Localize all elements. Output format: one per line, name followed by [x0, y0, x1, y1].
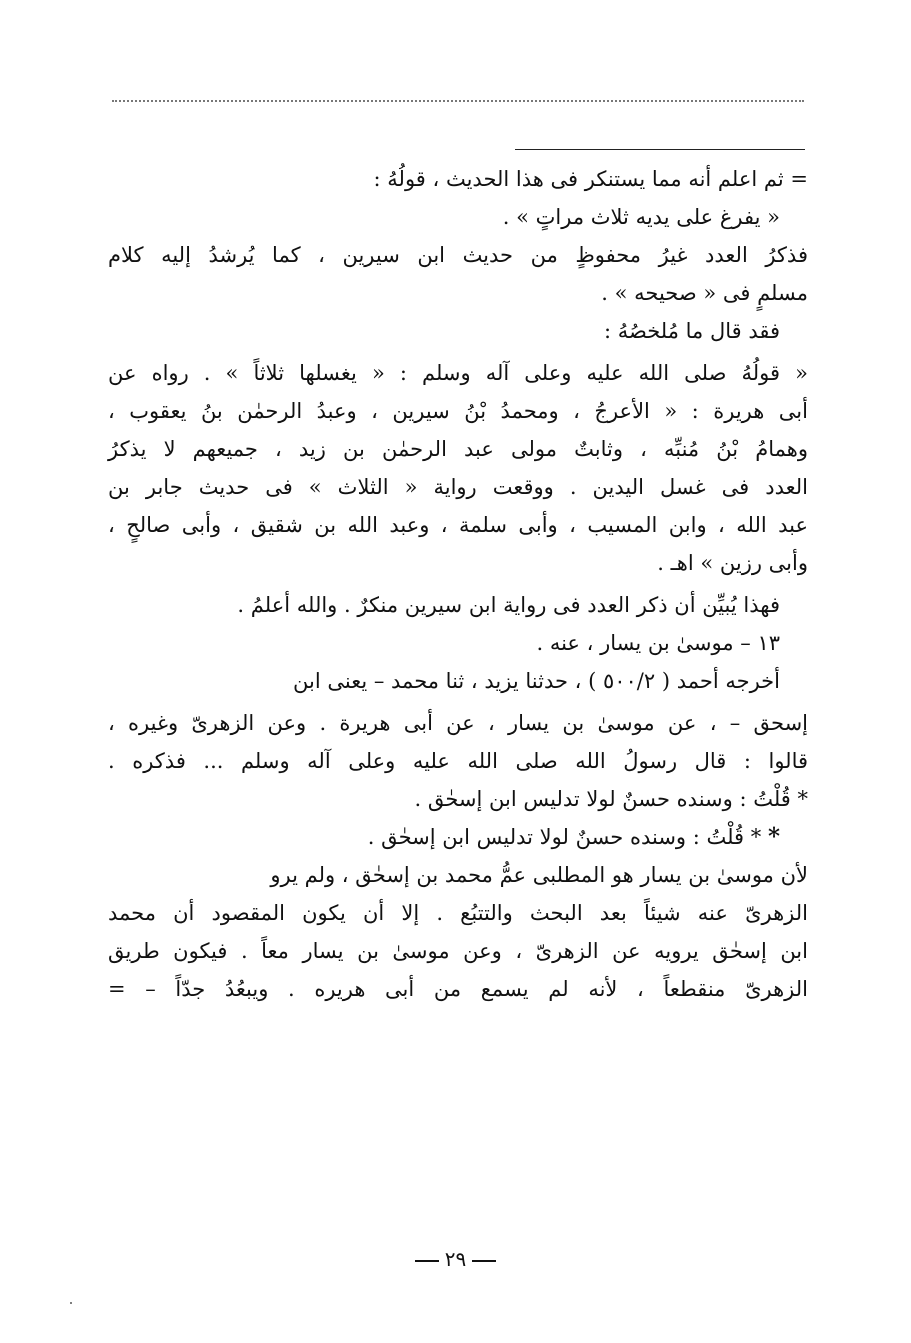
text-line-9: العدد فى غسل اليدين . ووقعت رواية « الثلاث » فى حديث جابر بن	[108, 475, 808, 499]
scan-speck	[70, 1302, 72, 1304]
text-line-4: مسلمٍ فى « صحيحه » .	[601, 281, 808, 305]
qult-text: * قُلْتُ : وسنده حسنٌ لولا تدليس ابن إسحٰق .	[367, 825, 762, 849]
page-number	[0, 1247, 911, 1271]
text-line-17: * قُلْتُ : وسنده حسنٌ لولا تدليس ابن إسحٰق .	[414, 787, 808, 811]
text-line-8: وهمامُ بْنُ مُنبِّه ، وثابتٌ مولى عبد الرحمٰن بن زيد ، جميعهم لا يذكرُ	[108, 437, 808, 461]
text-line-14: أخرجه أحمد ( ٥٠٠/٢ ) ، حدثنا يزيد ، ثنا محمد – يعنى ابن	[293, 669, 780, 693]
folio-dash-left	[415, 1260, 439, 1262]
footnote-text	[108, 160, 808, 1008]
header-dotted-rule	[112, 100, 804, 102]
text-line-5: فقد قال ما مُلخصُهُ :	[603, 319, 780, 343]
text-line-7: أبى هريرة : « الأعرجُ ، ومحمدُ بْنُ سيرين ، وعبدُ الرحمٰن بنُ يعقوب ،	[108, 399, 808, 423]
text-line-15: إسحق – ، عن موسىٰ بن يسار ، عن أبى هريرة . وعن الزهرىّ وغيره ،	[108, 711, 808, 735]
footnote-separator-rule	[515, 149, 805, 150]
text-line-11: وأبى رزين » اهـ .	[657, 551, 808, 575]
text-line-19: لأن موسىٰ بن يسار هو المطلبى عمُّ محمد بن إسحٰق ، ولم يرو	[270, 863, 808, 887]
text-line-3: فذكرُ العدد غيرُ محفوظٍ من حديث ابن سيرين ، كما يُرشدُ إليه كلام	[108, 243, 808, 267]
author-note-qult	[108, 818, 808, 856]
entry-heading-13: ١٣ – موسىٰ بن يسار ، عنه .	[536, 631, 780, 655]
folio-dash-right	[472, 1260, 496, 1262]
text-line-20: الزهرىّ عنه شيئاً بعد البحث والتتبُع . إلا أن يكون المقصود أن محمد	[108, 901, 808, 925]
text-line-21: ابن إسحٰق يرويه عن الزهرىّ ، وعن موسىٰ بن يسار معاً . فيكون طريق	[108, 939, 808, 963]
text-line-10: عبد الله ، وابن المسيب ، وأبى سلمة ، وعبد الله بن شقيق ، وأبى صالحٍ ،	[108, 513, 808, 537]
qult-marker: *	[767, 823, 780, 850]
text-line-6: « قولُهُ صلى الله عليه وعلى آله وسلم : « يغسلها ثلاثاً » . رواه عن	[108, 361, 808, 385]
text-line-2: « يفرغ على يديه ثلاث مراتٍ » .	[502, 205, 780, 229]
text-line-12: فهذا يُبيِّن أن ذكر العدد فى رواية ابن سيرين منكرٌ . والله أعلمُ .	[237, 593, 780, 617]
text-line-1: = ثم اعلم أنه مما يستنكر فى هذا الحديث ، قولُهُ :	[373, 167, 808, 191]
text-line-22: الزهرىّ منقطعاً ، لأنه لم يسمع من أبى هريره . ويبعُدُ جدّاً – =	[108, 977, 808, 1001]
page-number-text: ٢٩	[444, 1247, 467, 1271]
text-line-16: قالوا : قال رسولُ الله صلى الله عليه وعلى آله وسلم ... فذكره .	[108, 749, 808, 773]
